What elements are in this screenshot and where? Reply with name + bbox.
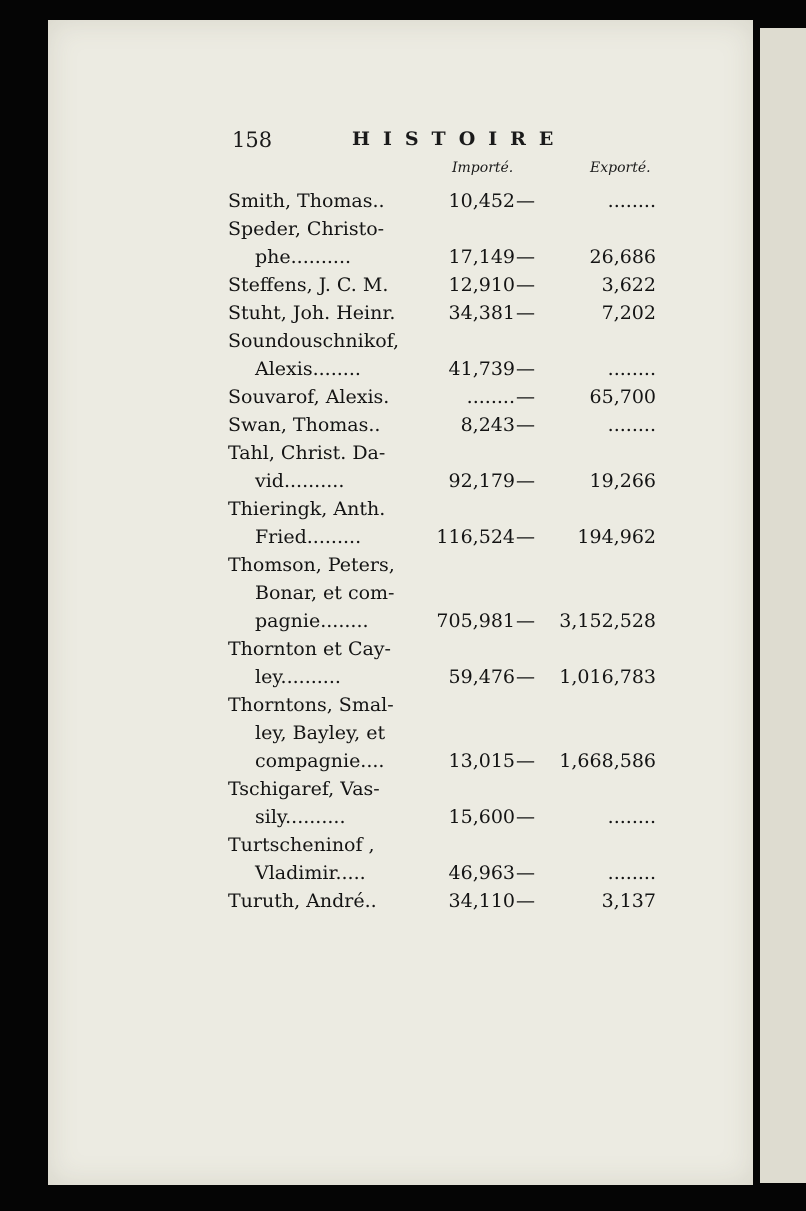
- column-separator-dash: —: [516, 666, 535, 688]
- merchant-name: Thomson, Peters,: [228, 554, 395, 576]
- table-row: [228, 246, 668, 274]
- imported-value: 17,149: [448, 246, 515, 268]
- exported-value: ........: [607, 190, 656, 212]
- running-title: HISTOIRE: [352, 128, 567, 150]
- merchant-name-continuation: phe..........: [255, 246, 352, 268]
- table-row: [228, 358, 668, 386]
- column-separator-dash: —: [516, 246, 535, 268]
- merchant-name: Thorntons, Smal-: [228, 694, 394, 716]
- table-row: [228, 218, 668, 246]
- table-row: [228, 610, 668, 638]
- imported-value: 12,910: [448, 274, 515, 296]
- page-number: 158: [232, 128, 273, 152]
- table-row: [228, 834, 668, 862]
- merchant-name: Turuth, André..: [228, 890, 377, 912]
- table-row: [228, 386, 668, 414]
- imported-value: 705,981: [436, 610, 515, 632]
- merchant-name-continuation: pagnie........: [255, 610, 369, 632]
- merchant-name: Swan, Thomas..: [228, 414, 381, 436]
- merchant-name-continuation: Bonar, et com-: [255, 582, 395, 604]
- table-row: [228, 778, 668, 806]
- exported-value: ........: [607, 414, 656, 436]
- column-separator-dash: —: [516, 526, 535, 548]
- table-row: [228, 526, 668, 554]
- trade-table: [228, 190, 668, 918]
- merchant-name-continuation: ley..........: [255, 666, 341, 688]
- merchant-name: Speder, Christo-: [228, 218, 385, 240]
- exported-value: 3,152,528: [559, 610, 656, 632]
- column-separator-dash: —: [516, 414, 535, 436]
- merchant-name-continuation: Alexis........: [255, 358, 361, 380]
- column-separator-dash: —: [516, 274, 535, 296]
- imported-value: ........: [466, 386, 515, 408]
- exported-value: 26,686: [589, 246, 656, 268]
- column-separator-dash: —: [516, 302, 535, 324]
- imported-value: 8,243: [460, 414, 515, 436]
- exported-value: 3,622: [601, 274, 656, 296]
- table-row: [228, 330, 668, 358]
- imported-value: 46,963: [448, 862, 515, 884]
- imported-value: 34,110: [448, 890, 515, 912]
- merchant-name: Stuht, Joh. Heinr.: [228, 302, 396, 324]
- exported-value: 7,202: [601, 302, 656, 324]
- merchant-name-continuation: sily..........: [255, 806, 346, 828]
- merchant-name: Turtscheninof ,: [228, 834, 375, 856]
- imported-value: 15,600: [448, 806, 515, 828]
- table-row: [228, 190, 668, 218]
- column-header-exported: Exporté.: [590, 160, 651, 176]
- column-separator-dash: —: [516, 890, 535, 912]
- column-header-imported: Importé.: [452, 160, 514, 176]
- table-row: [228, 722, 668, 750]
- imported-value: 41,739: [448, 358, 515, 380]
- next-page-edge: [760, 28, 806, 1183]
- merchant-name: Soundouschnikof,: [228, 330, 400, 352]
- merchant-name-continuation: Fried.........: [255, 526, 362, 548]
- column-separator-dash: —: [516, 190, 535, 212]
- imported-value: 10,452: [448, 190, 515, 212]
- merchant-name: Smith, Thomas..: [228, 190, 385, 212]
- exported-value: ........: [607, 358, 656, 380]
- merchant-name: Steffens, J. C. M.: [228, 274, 389, 296]
- table-row: [228, 498, 668, 526]
- table-row: [228, 638, 668, 666]
- column-separator-dash: —: [516, 862, 535, 884]
- table-row: [228, 414, 668, 442]
- table-row: [228, 862, 668, 890]
- table-row: [228, 694, 668, 722]
- table-row: [228, 302, 668, 330]
- exported-value: ........: [607, 806, 656, 828]
- merchant-name: Souvarof, Alexis.: [228, 386, 390, 408]
- merchant-name: Tschigaref, Vas-: [228, 778, 380, 800]
- merchant-name: Tahl, Christ. Da-: [228, 442, 386, 464]
- table-row: [228, 470, 668, 498]
- exported-value: 1,016,783: [559, 666, 656, 688]
- merchant-name: Thornton et Cay-: [228, 638, 391, 660]
- merchant-name-continuation: vid..........: [255, 470, 345, 492]
- table-row: [228, 806, 668, 834]
- exported-value: ........: [607, 862, 656, 884]
- merchant-name-continuation: compagnie....: [255, 750, 385, 772]
- imported-value: 13,015: [448, 750, 515, 772]
- exported-value: 3,137: [601, 890, 656, 912]
- table-row: [228, 554, 668, 582]
- merchant-name: Thieringk, Anth.: [228, 498, 386, 520]
- table-row: [228, 442, 668, 470]
- column-separator-dash: —: [516, 750, 535, 772]
- column-separator-dash: —: [516, 610, 535, 632]
- table-row: [228, 582, 668, 610]
- imported-value: 34,381: [448, 302, 515, 324]
- exported-value: 65,700: [589, 386, 656, 408]
- column-separator-dash: —: [516, 358, 535, 380]
- table-row: [228, 890, 668, 918]
- table-row: [228, 750, 668, 778]
- imported-value: 92,179: [448, 470, 515, 492]
- column-separator-dash: —: [516, 386, 535, 408]
- imported-value: 59,476: [448, 666, 515, 688]
- merchant-name-continuation: Vladimir.....: [255, 862, 366, 884]
- column-separator-dash: —: [516, 806, 535, 828]
- column-separator-dash: —: [516, 470, 535, 492]
- imported-value: 116,524: [436, 526, 515, 548]
- exported-value: 1,668,586: [559, 750, 656, 772]
- exported-value: 194,962: [577, 526, 656, 548]
- table-row: [228, 274, 668, 302]
- merchant-name-continuation: ley, Bayley, et: [255, 722, 386, 744]
- page-header: [232, 128, 672, 154]
- table-row: [228, 666, 668, 694]
- exported-value: 19,266: [589, 470, 656, 492]
